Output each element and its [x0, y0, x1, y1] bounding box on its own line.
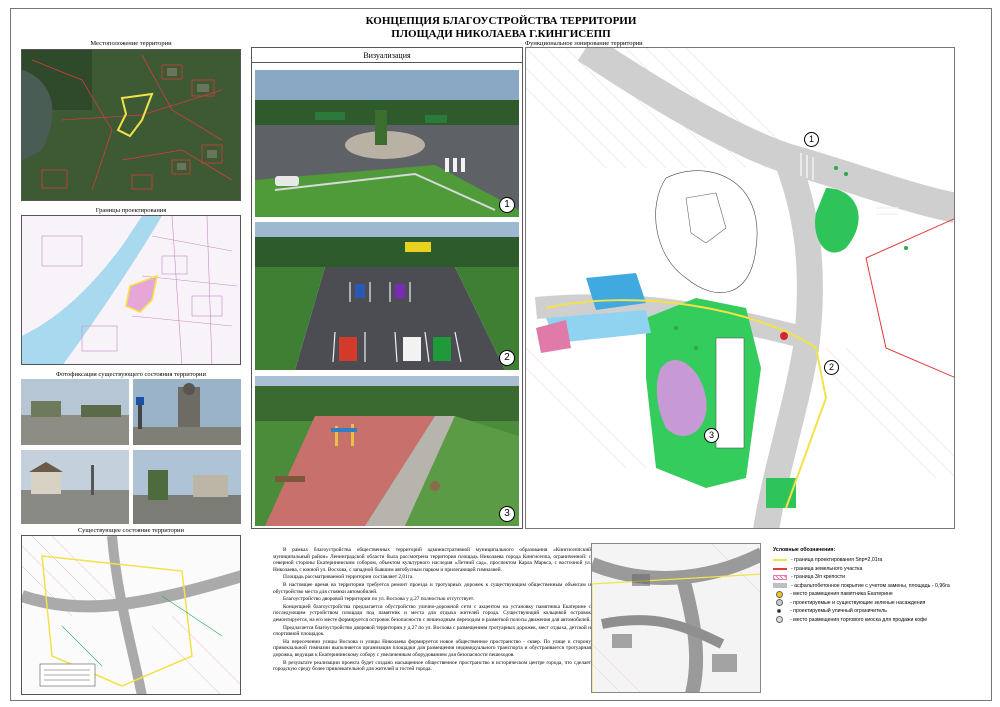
- legend-title: Условные обозначения:: [773, 547, 836, 553]
- description-paragraph: На пересечении улицы Восхова и улицы Николаева формируется новое общественное пространство - сквер. По улице к сторону привокзальной гимназии выполняется организация площадки для размещения индивидуального транспорта и обустраивается тротуарная дорожка, ведущая к Екатерининскому собору с увеличенным оборудованием для безопасности пешеходов.: [273, 638, 591, 658]
- caption-boundaries: Границы проектирования: [95, 207, 167, 214]
- title-line-2: ПЛОЩАДИ НИКОЛАЕВА Г.КИНГИСЕПП: [391, 28, 611, 40]
- legend-item: [773, 607, 973, 616]
- zoning-plan: [525, 47, 955, 529]
- photo-existing-2: [133, 379, 241, 445]
- plan-marker-2: 2: [824, 360, 839, 375]
- legend-label: - граница 3/п крепости: [791, 574, 846, 581]
- visualization-panel: [251, 47, 523, 529]
- legend-swatch: [776, 616, 783, 623]
- legend-swatch: [773, 568, 787, 570]
- legend-label: - место размещения памятника Екатерине: [790, 591, 893, 598]
- legend-swatch: [773, 559, 787, 561]
- legend-label: - граница земельного участка: [791, 565, 863, 572]
- boundaries-cadastral-map: [21, 215, 241, 365]
- description-paragraph: В результате реализации проекта будет создано насыщенное общественное пространство в историческом центре города, что сделает городскую среду более привлекательной для жителей и гостей города.: [273, 659, 591, 673]
- legend-label: - проектируемые и существующие зеленые насаждения: [790, 599, 926, 606]
- legend-item: [773, 565, 973, 574]
- description-paragraph: Предлагается благоустройство дворовой территории у д.27 по ул. Восхова с размещением тротуарных дорожек, мест отдыха, детской и спортивной площадок.: [273, 624, 591, 638]
- description-paragraph: В настоящее время на территории требуется ремонт проезда и тротуарных дорожек к существующим общественным объектам и обустройство места для стоянки автомобилей.: [273, 581, 591, 595]
- plan-marker-1: 1: [804, 132, 819, 147]
- render-2-number: 2: [499, 350, 515, 366]
- description-paragraph: В рамках благоустройства общественных территорий административной муниципального образования «Кингисеппский муниципальный район» Ленинградской области была рассмотрена территория площадь Николаева города Кингисеппа, ограниченной: с северной стороны Екатерининским собором, объектом культурного наследия «Летний сад», проспектом Карла Маркса, с восточной ул. Николаева, с южной ул. Восхова, с западной бывшим автобусным парком и прилегающей гимназией.: [273, 547, 591, 573]
- caption-visualization: Визуализация: [363, 51, 411, 60]
- render-3-number: 3: [499, 506, 515, 522]
- legend-swatch: [773, 575, 787, 580]
- location-aerial-map: [21, 49, 241, 201]
- legend-item: [773, 616, 973, 625]
- description-paragraph: Концепцией благоустройства предлагается обустройство улично-дорожной сети с акцентом на установку памятника Екатерине с последующим устройством площади под памятник и места для отдыха жителей города. Существующий кольцевой островок демонтируется, на его месте формируется островок безопасности с пешеходным переходом и разметкой полосы движения для автомобилей.: [273, 603, 591, 623]
- legend-item: [773, 556, 973, 565]
- render-1-number: 1: [499, 197, 515, 213]
- caption-existing: Существующее состояние территории: [78, 527, 184, 534]
- existing-state-plan: [21, 535, 241, 695]
- render-3-playground: [255, 376, 519, 526]
- legend-label: - асфальтобетонное покрытие с учетом замены, площадь - 0,96га: [791, 582, 950, 589]
- caption-zoning: Функциональное зонирование территории: [525, 40, 643, 47]
- legend: [773, 547, 973, 624]
- legend-item: [773, 599, 973, 608]
- render-2-parking: [255, 222, 519, 370]
- project-description: [273, 547, 591, 674]
- photo-existing-3: [21, 450, 129, 524]
- legend-swatch: [776, 591, 783, 598]
- legend-label: - место размещения торгового киоска для продажи кофе: [790, 616, 928, 623]
- plan-marker-3: 3: [704, 428, 719, 443]
- legend-label: - проектируемый уличный ограничитель: [790, 608, 887, 615]
- legend-label: - граница проектирования Sпр=2,01га: [791, 557, 883, 564]
- legend-swatch: [776, 599, 783, 606]
- description-paragraph: Площадь рассматриваемой территории составляет 2,01га.: [283, 574, 414, 581]
- legend-item: [773, 582, 973, 591]
- poster-sheet: [10, 8, 992, 701]
- poster-title: [11, 15, 991, 41]
- caption-photofix: Фотофиксация существующего состояния территории: [55, 371, 206, 378]
- legend-item: [773, 590, 973, 599]
- title-line-1: КОНЦЕПЦИЯ БЛАГОУСТРОЙСТВА ТЕРРИТОРИИ: [365, 15, 637, 27]
- caption-location: Местоположение территории: [90, 40, 172, 47]
- description-paragraph: Благоустройство дворовой территории по ул. Восхова у д.27 полностью отсутствует.: [283, 596, 475, 603]
- photo-existing-4: [133, 450, 241, 524]
- legend-swatch: [777, 609, 781, 613]
- legend-swatch: [773, 583, 787, 588]
- legend-item: [773, 573, 973, 582]
- mini-plan: [591, 543, 761, 693]
- photo-existing-1: [21, 379, 129, 445]
- render-1-square: [255, 70, 519, 217]
